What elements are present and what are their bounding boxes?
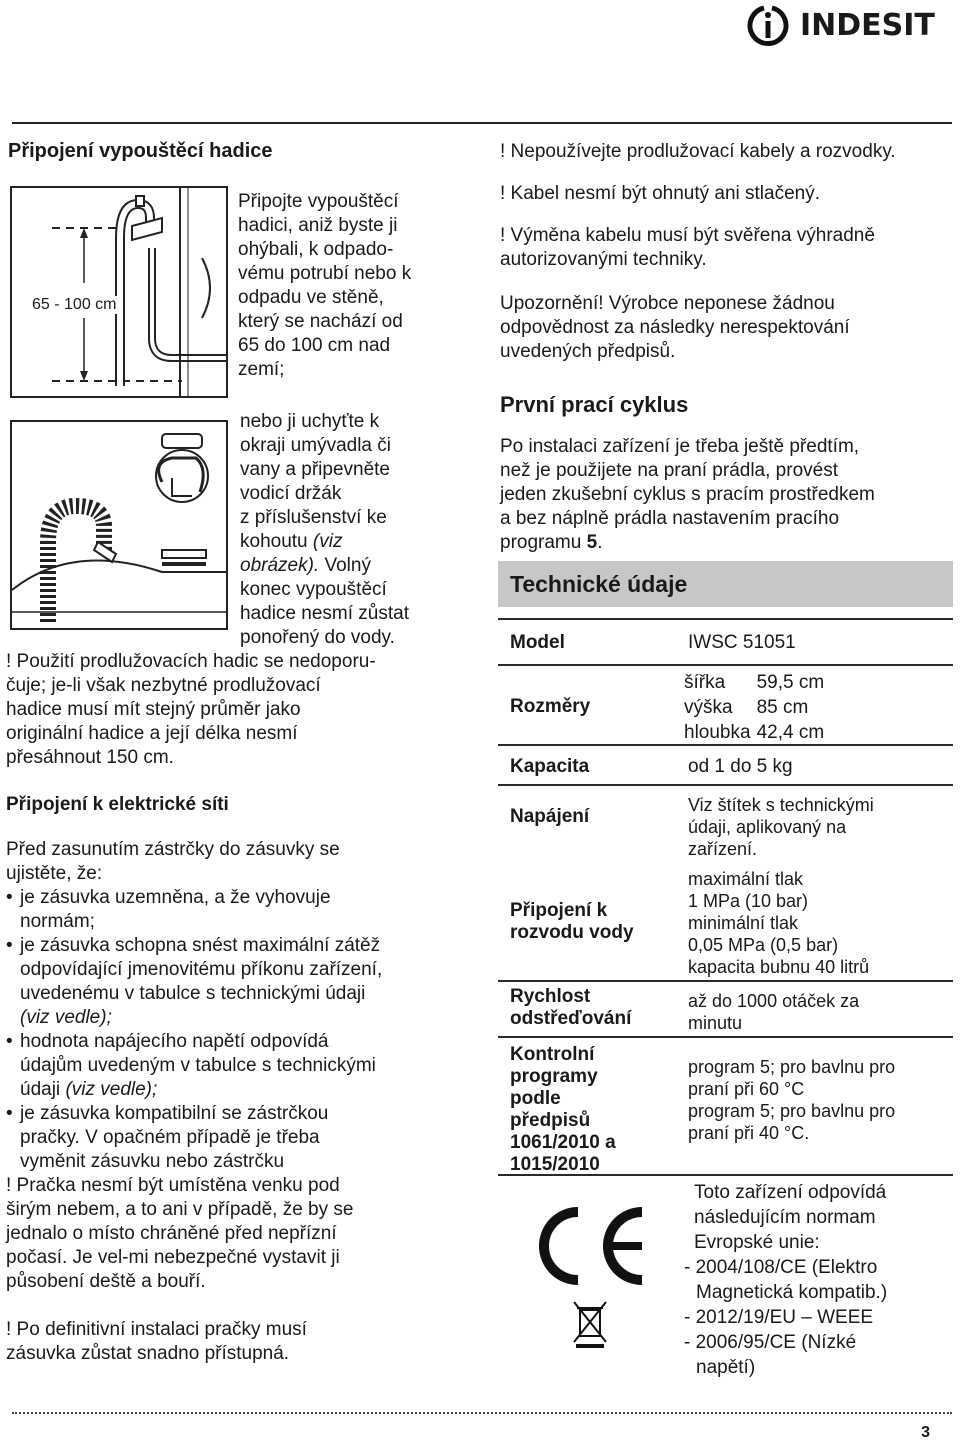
value-line: minutu [688,1013,743,1033]
drain-height-figure [10,186,228,398]
compliance-line: - 2012/19/EU – WEEE [684,1307,874,1328]
value-line: až do 1000 otáček za [688,991,860,1011]
checklist-item [6,1030,486,1102]
label-line: programy [510,1066,598,1087]
program-number: 5 [586,532,598,553]
eu-compliance-text [684,1180,887,1380]
spin-value [688,990,859,1034]
label-line: 1015/2010 [510,1154,600,1175]
label-line: Kontrolní [510,1044,595,1065]
caution-line: uvedených předpisů. [500,341,676,362]
fig1-line: ohýbali, k odpado- [238,239,394,260]
row-dimensions [498,664,953,746]
fig2-line: ponořený do vody. [240,627,395,648]
row-compliance [498,1174,953,1382]
value-line: program 5; pro bavlnu pro [688,1057,896,1077]
checklist-item [6,934,486,1030]
note-line: originální hadice a její délka nesmí [6,723,298,744]
fig2-line [240,530,470,554]
spin-label [510,986,631,1030]
sink-hook-figure [10,420,228,630]
cycle-line: Po instalaci zařízení je třeba ještě předtím, [500,436,860,457]
row-power [498,784,953,862]
dims-label: Rozměry [510,696,591,717]
indesit-logo [742,4,942,48]
drain-title: Připojení vypouštěcí hadice [8,140,273,162]
capacity-value: od 1 do 5 kg [688,756,793,777]
item-line: normám; [20,911,95,932]
weee-bin-icon [570,1298,610,1353]
outdoor-line: počasí. Je vel-mi nebezpečné vystavit ji [6,1247,340,1268]
cycle-line: jeden zkušební cyklus s pracím prostředkem [500,484,875,505]
item-line: hodnota napájecího napětí odpovídá [20,1031,329,1052]
warning-line: ! Nepoužívejte prodlužovací kabely a rozvodky. [500,141,896,162]
compliance-line: napětí) [696,1357,756,1378]
value-line: kapacita bubnu 40 litrů [688,957,870,977]
page-number: 3 [921,1424,930,1441]
outdoor-line: jednalo o místo chráněné před nepřízní [6,1223,337,1244]
power-value [688,794,874,860]
electric-section [6,838,486,1366]
compliance-line: - 2004/108/CE (Elektro [684,1257,878,1278]
model-value: IWSC 51051 [688,632,796,653]
checklist-item [6,1102,486,1174]
note-line: přesáhnout 150 cm. [6,747,174,768]
water-value [688,868,869,978]
fig2-line: okraji umývadla či [240,435,391,456]
brand-name: INDESIT [800,8,935,43]
caution-line: odpovědnost za následky nerespektování [500,317,850,338]
dim-name: hloubka [684,722,751,743]
row-model [498,618,953,666]
value-line: minimální tlak [688,913,799,933]
fig1-line: 65 do 100 cm nad [238,335,391,356]
access-line: ! Po definitivní instalaci pračky musí [6,1319,307,1340]
tech-data-header [498,561,953,607]
compliance-line: - 2006/95/CE (Nízké [684,1332,857,1353]
fig1-line: hadici, aniž byste ji [238,215,398,236]
first-cycle-title: První prací cyklus [500,392,689,417]
label-line: 1061/2010 a [510,1132,616,1153]
fig2-line: vany a připevněte [240,459,390,480]
item-line: vyměnit zásuvku nebo zástrčku [20,1151,285,1172]
compliance-line: Toto zařízení odpovídá [694,1182,887,1203]
fig2-word: kohoutu [240,531,308,552]
cycle-line: než je použijete na praní prádla, provést [500,460,838,481]
label-line: podle [510,1088,561,1109]
extension-hose-note [6,650,486,770]
note-line: ! Použití prodlužovacích hadic se nedoporu- [6,651,376,672]
note-line: hadice musí mít stejný průměr jako [6,699,301,720]
outdoor-line: širým nebem, a to ani v případě, že by se [6,1199,354,1220]
warning-line: ! Výměna kabelu musí být svěřena výhradně [500,225,875,246]
value-line: Viz štítek s technickými [688,795,874,815]
fig1-line: odpadu ve stěně, [238,287,384,308]
cycle-word: programu [500,532,582,553]
compliance-line: Evropské unie: [694,1232,820,1253]
programs-label [510,1044,616,1176]
intro-line: Před zasunutím zástrčky do zásuvky se [6,839,340,860]
item-line: uvedenému v tabulce s technickými údaji [20,983,366,1004]
row-capacity [498,744,953,786]
item-line: je zásuvka kompatibilní se zástrčkou [20,1103,329,1124]
compliance-line: Magnetická kompatib.) [696,1282,888,1303]
fig1-line: vému potrubí nebo k [238,263,412,284]
label-line: rozvodu vody [510,922,634,943]
warning-line: autorizovanými techniky. [500,249,707,270]
fig2-line: nebo ji uchyťte k [240,411,380,432]
item-italic: (viz vedle); [20,1007,112,1028]
fig2-line: vodicí držák [240,483,342,504]
label-line: Připojení k [510,900,608,921]
capacity-label: Kapacita [510,756,590,777]
fig2-word: Volný [324,555,371,576]
label-line: předpisů [510,1110,591,1131]
intro-line: ujistěte, že: [6,863,103,884]
indesit-logo-mark [742,4,794,48]
note-line: čuje; je-li však nezbytné prodlužovací [6,675,321,696]
value-line: 1 MPa (10 bar) [688,891,809,911]
access-line: zásuvka zůstat snadno přístupná. [6,1343,290,1364]
value-line: maximální tlak [688,869,804,889]
item-italic: (viz vedle); [65,1079,158,1100]
electric-checklist [6,886,486,1174]
outdoor-line: působení deště a bouří. [6,1271,206,1292]
dim-name: šířka [684,672,726,693]
fig1-instructions [238,190,478,382]
dim-value: 59,5 cm [756,672,825,693]
fig2-line: konec vypouštěcí [240,579,387,600]
value-line: program 5; pro bavlnu pro [688,1101,896,1121]
electric-title: Připojení k elektrické síti [6,794,229,815]
drain-height-illustration [12,188,226,396]
dim-value: 85 cm [756,697,809,718]
first-cycle-text [500,435,955,555]
item-line: údajům uvedeným v tabulce s technickými [20,1055,376,1076]
fig2-instructions [240,410,470,650]
sink-hook-illustration [12,422,226,628]
cycle-line: a bez náplně prádla nastavením pracího [500,508,840,529]
item-line: údaji [20,1079,61,1100]
dims-table [684,670,830,745]
fig1-line: Připojte vypouštěcí [238,191,399,212]
height-range-label: 65 - 100 cm [28,296,120,314]
fig1-line: který se nachází od [238,311,403,332]
power-label: Napájení [510,806,590,827]
value-line: údaji, aplikovaný na [688,817,847,837]
fig2-line [240,554,470,578]
value-line: zařízení. [688,839,758,859]
water-label [510,900,634,944]
programs-value [688,1056,895,1144]
fig2-line: z příslušenství ke [240,507,387,528]
fig2-line: hadice nesmí zůstat [240,603,409,624]
warning-line: ! Kabel nesmí být ohnutý ani stlačený. [500,183,821,204]
row-water [498,860,953,980]
item-line: je zásuvka schopna snést maximální zátěž [20,935,381,956]
cycle-line: programu 5. [500,532,603,553]
cable-warnings [500,140,955,364]
compliance-line: následujícím normam [694,1207,876,1228]
dim-value: 42,4 cm [756,722,825,743]
item-line: je zásuvka uzemněna, a že vyhovuje [20,887,331,908]
value-line: praní při 40 °C. [688,1123,810,1143]
label-line: odstřeďování [510,1008,632,1029]
fig2-italic: (viz [312,531,343,552]
checklist-item [6,886,486,934]
tech-data-title: Technické údaje [510,571,688,597]
top-rule [12,122,952,124]
bottom-rule [12,1412,952,1414]
value-line: praní při 60 °C [688,1079,805,1099]
item-line: pračky. V opačném případě je třeba [20,1127,320,1148]
item-line: odpovídající jmenovitému příkonu zařízení, [20,959,383,980]
row-test-programs [498,1036,953,1176]
caution-line: Upozornění! Výrobce neponese žádnou [500,293,835,314]
model-label: Model [510,632,565,653]
fig2-italic: obrázek). [240,555,320,576]
outdoor-line: ! Pračka nesmí být umístěna venku pod [6,1175,340,1196]
ce-mark-icon [524,1206,654,1291]
value-line: 0,05 MPa (0,5 bar) [688,935,839,955]
label-line: Rychlost [510,986,591,1007]
fig1-line: zemí; [238,359,285,380]
dim-name: výška [684,697,733,718]
row-spin [498,980,953,1038]
